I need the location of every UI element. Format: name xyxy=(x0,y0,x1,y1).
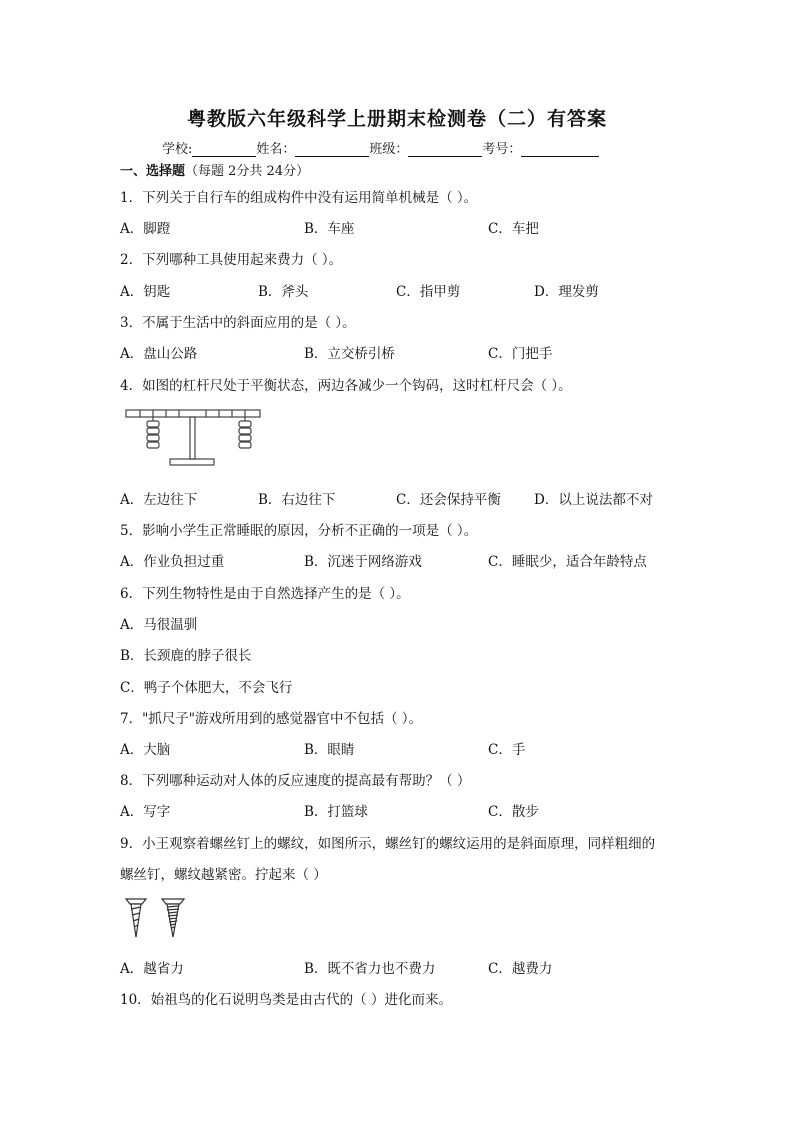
q7-option-c[interactable]: C．手 xyxy=(488,742,526,758)
q5-option-c[interactable]: C．睡眠少，适合年龄特点 xyxy=(488,554,647,570)
section-title: 一、选择题 xyxy=(120,164,186,179)
q4-option-c[interactable]: C．还会保持平衡 xyxy=(396,492,501,508)
q3-option-b[interactable]: B．立交桥引桥 xyxy=(304,346,395,362)
question-9-continued: 螺丝钉，螺纹越紧密。拧起来（ ） xyxy=(120,867,327,883)
question-6: 6．下列生物特性是由于自然选择产生的是（ ）。 xyxy=(120,586,410,602)
left-weight xyxy=(147,421,159,427)
exam-no-label: 考号： xyxy=(482,142,522,157)
q5-option-a[interactable]: A．作业负担过重 xyxy=(120,554,225,570)
question-8: 8．下列哪种运动对人体的反应速度的提高最有帮助？（ ） xyxy=(120,773,471,789)
question-7: 7．"抓尺子"游戏所用到的感觉器官中不包括（ ）。 xyxy=(120,711,423,727)
q7-option-b[interactable]: B．眼睛 xyxy=(304,742,355,758)
q8-option-c[interactable]: C．散步 xyxy=(488,804,539,820)
question-2: 2．下列哪种工具使用起来费力（ ）。 xyxy=(120,252,343,268)
lever-base xyxy=(170,459,214,465)
q8-option-b[interactable]: B．打篮球 xyxy=(304,804,368,820)
right-weight xyxy=(239,442,251,448)
q4-option-b[interactable]: B．右边往下 xyxy=(258,492,336,508)
question-10: 10．始祖鸟的化石说明鸟类是由古代的（ ）进化而来。 xyxy=(120,992,452,1008)
question-4: 4．如图的杠杆尺处于平衡状态，两边各减少一个钩码，这时杠杆尺会（ ）。 xyxy=(120,378,572,394)
student-info-row xyxy=(162,138,599,157)
q6-option-a[interactable]: A．马很温驯 xyxy=(120,617,198,633)
right-weight xyxy=(239,428,251,434)
q8-option-a[interactable]: A．写字 xyxy=(120,804,171,820)
lever-stand xyxy=(190,417,195,459)
class-label: 班级： xyxy=(369,142,409,157)
q2-option-d[interactable]: D．理发剪 xyxy=(534,284,599,300)
q9-option-c[interactable]: C．越费力 xyxy=(488,961,553,977)
left-weight xyxy=(147,428,159,434)
q9-option-a[interactable]: A．越省力 xyxy=(120,961,184,977)
school-label: 学校: xyxy=(162,142,193,157)
q6-option-b[interactable]: B．长颈鹿的脖子很长 xyxy=(120,648,252,664)
page-title: 粤教版六年级科学上册期末检测卷（二）有答案 xyxy=(186,108,607,130)
q2-option-a[interactable]: A．钥匙 xyxy=(120,284,171,300)
q4-option-d[interactable]: D．以上说法都不对 xyxy=(534,492,653,508)
q3-option-a[interactable]: A．盘山公路 xyxy=(120,346,198,362)
right-weight xyxy=(239,421,251,427)
school-blank[interactable] xyxy=(192,142,256,157)
q1-option-a[interactable]: A．脚蹬 xyxy=(120,221,171,237)
section-note: （每题 2分共 24分） xyxy=(185,164,310,179)
left-weight xyxy=(147,442,159,448)
q7-option-a[interactable]: A．大脑 xyxy=(120,742,171,758)
q3-option-c[interactable]: C．门把手 xyxy=(488,346,553,362)
section-heading xyxy=(120,160,309,179)
q4-option-a[interactable]: A．左边往下 xyxy=(120,492,198,508)
q6-option-c[interactable]: C．鸭子个体肥大，不会飞行 xyxy=(120,680,293,696)
screw-sparse xyxy=(126,899,146,937)
question-5: 5．影响小学生正常睡眠的原因，分析不正确的一项是（ ）。 xyxy=(120,523,478,539)
q5-option-b[interactable]: B．沉迷于网络游戏 xyxy=(304,554,422,570)
left-weight xyxy=(147,435,159,441)
name-blank[interactable] xyxy=(295,142,369,157)
q1-option-b[interactable]: B．车座 xyxy=(304,221,355,237)
screws-figure xyxy=(120,895,192,943)
q2-option-c[interactable]: C．指甲剪 xyxy=(396,284,461,300)
name-label: 姓名： xyxy=(256,142,296,157)
question-3: 3．不属于生活中的斜面应用的是（ ）。 xyxy=(120,315,356,331)
lever-balance-figure xyxy=(120,404,265,470)
screw-dense xyxy=(162,899,184,937)
q1-option-c[interactable]: C．车把 xyxy=(488,221,539,237)
q9-option-b[interactable]: B．既不省力也不费力 xyxy=(304,961,436,977)
q2-option-b[interactable]: B．斧头 xyxy=(258,284,309,300)
question-1: 1．下列关于自行车的组成构件中没有运用简单机械是（ ）。 xyxy=(120,190,478,206)
lever-beam xyxy=(126,410,260,417)
question-9: 9．小王观察着螺丝钉上的螺纹，如图所示，螺丝钉的螺纹运用的是斜面原理，同样粗细的 xyxy=(120,836,656,852)
right-weight xyxy=(239,435,251,441)
exam-no-blank[interactable] xyxy=(521,142,599,157)
class-blank[interactable] xyxy=(408,142,482,157)
